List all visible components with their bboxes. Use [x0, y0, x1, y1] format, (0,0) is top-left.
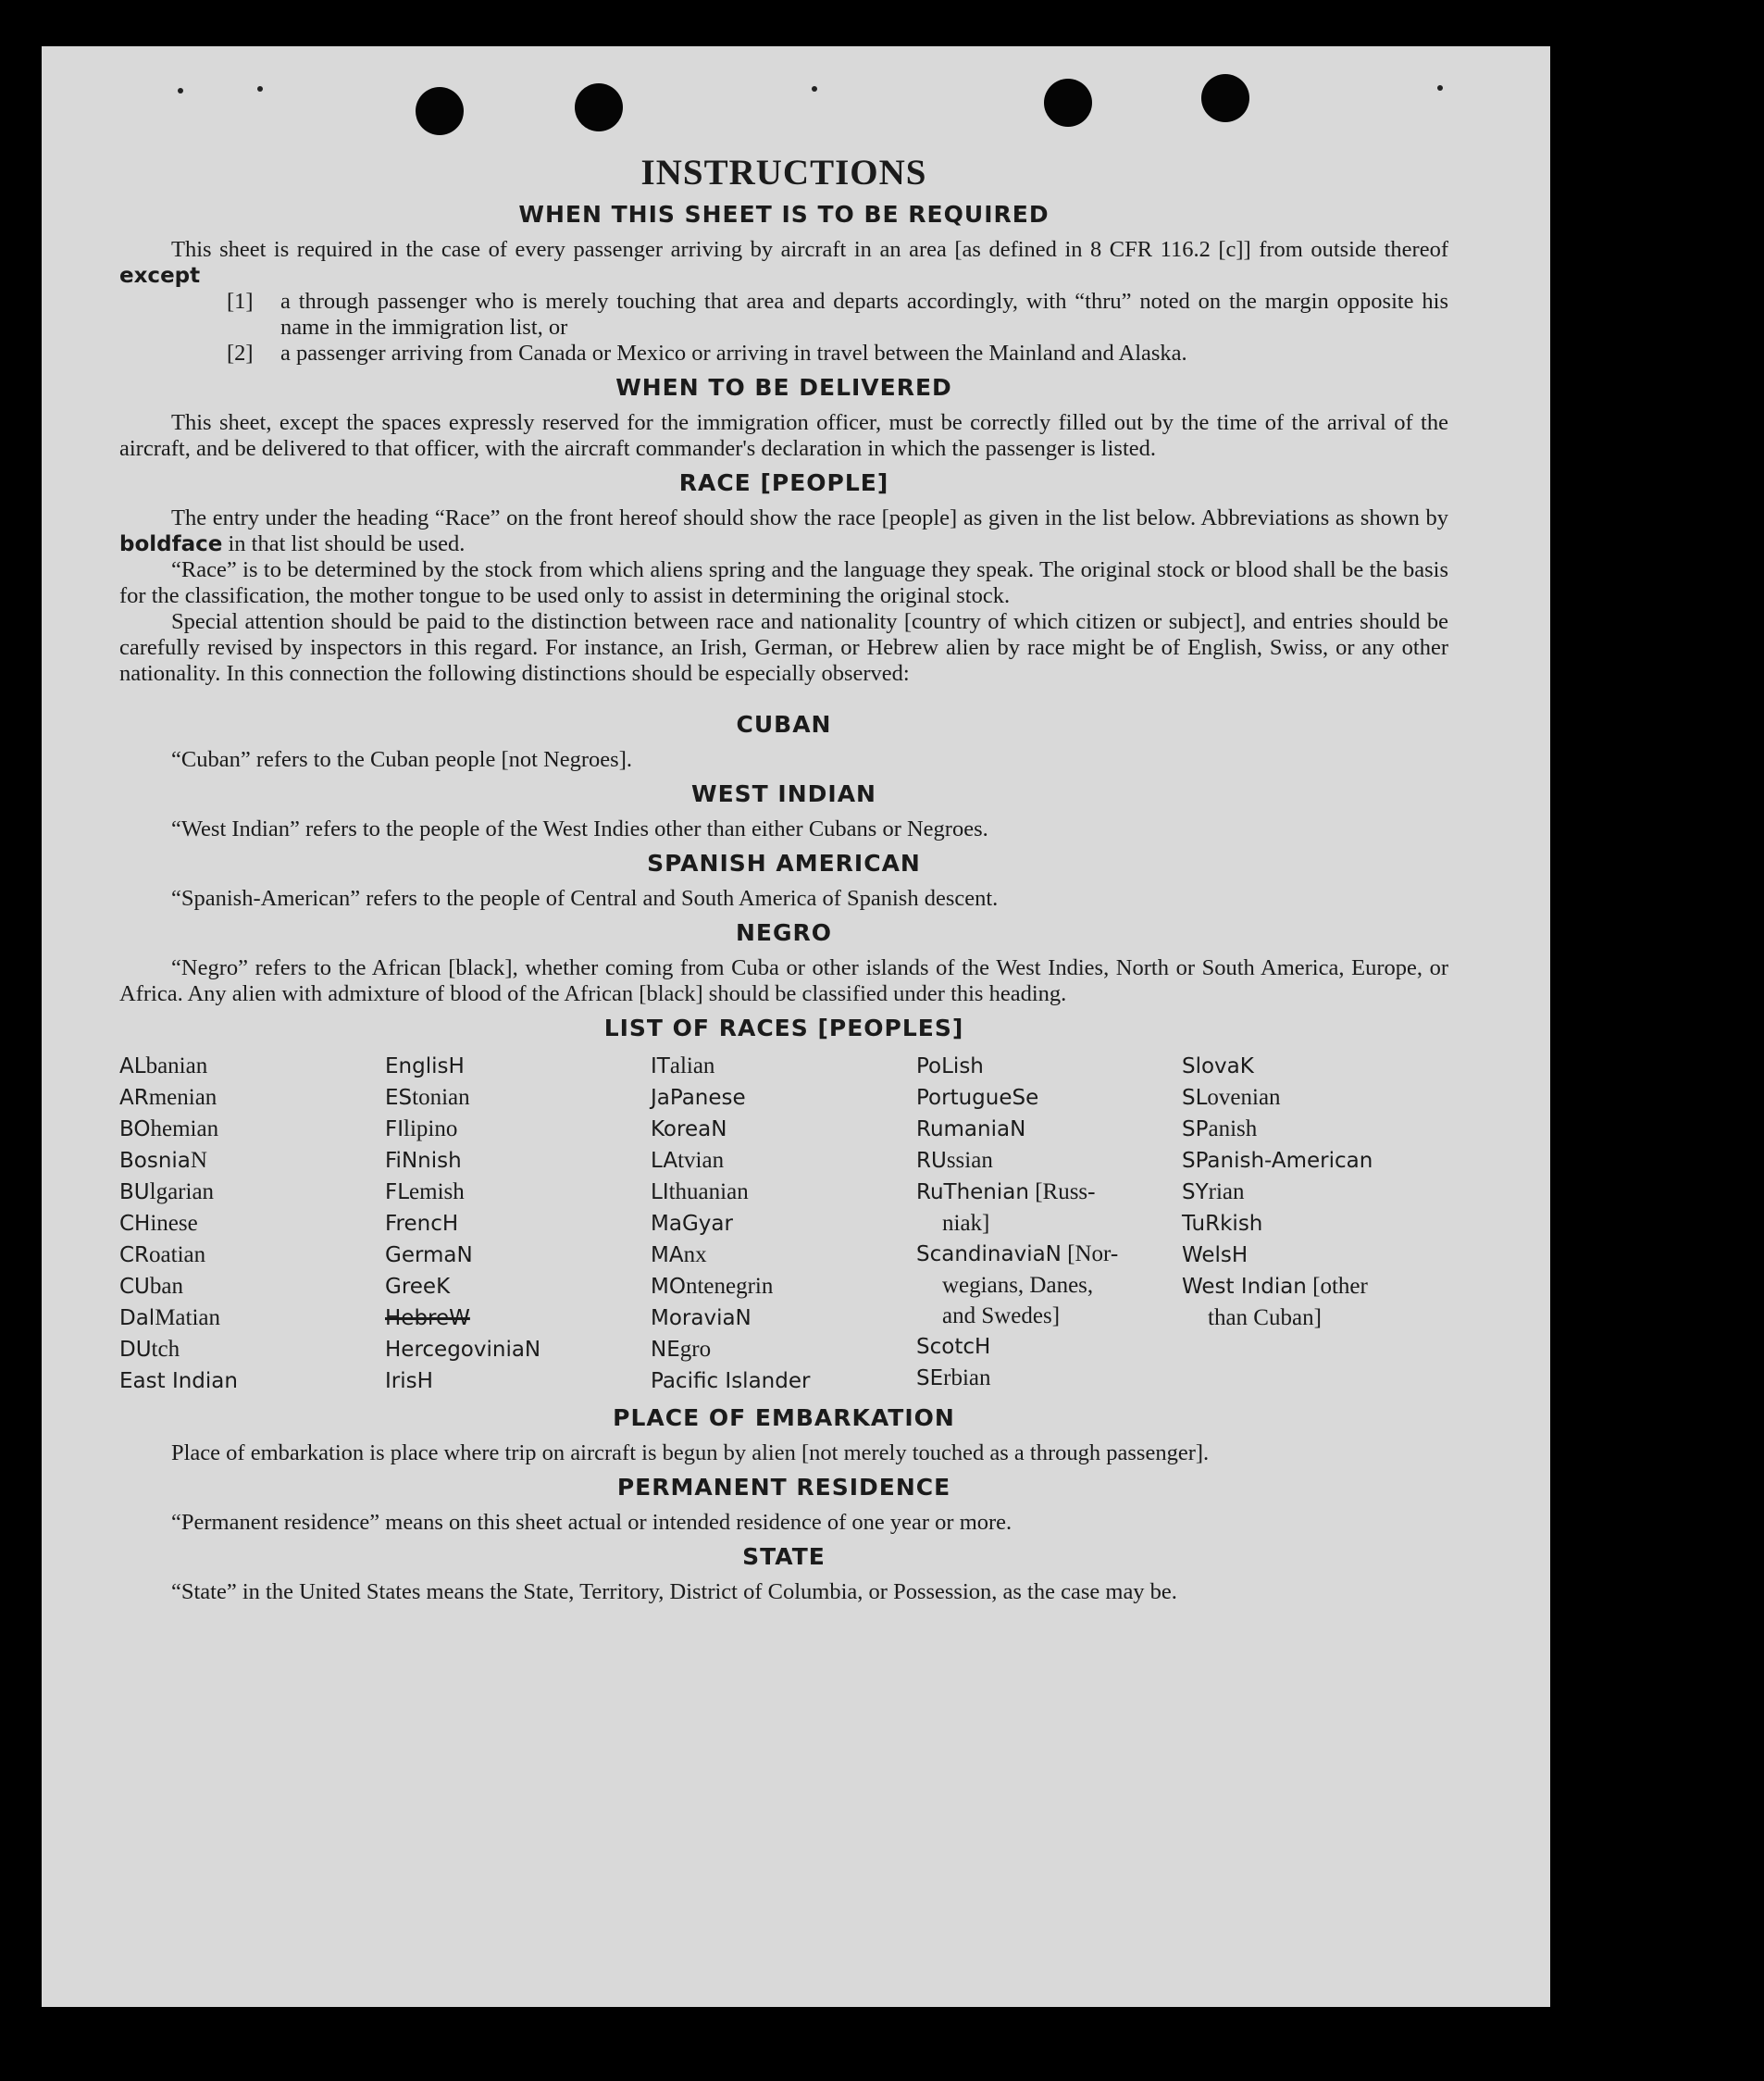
race-abbrev: LA [651, 1149, 678, 1173]
race-abbrev: CR [119, 1243, 150, 1267]
race-entry [385, 1302, 651, 1334]
state-text: “State” in the United States means the State, Territory, District of Columbia, or Possession, as the case may be. [171, 1579, 1177, 1604]
race-entry [916, 1051, 1182, 1082]
race-abbrev: Pacific Islander [651, 1369, 811, 1393]
when-delivered-text: This sheet, except the spaces expressly reserved for the immigration officer, must be correctly filled out by the time of the arrival of the aircraft, and be delivered to that officer, with the aircraft commander's declaration in which the passenger is listed. [119, 410, 1448, 461]
heading-when-delivered: WHEN TO BE DELIVERED [615, 374, 952, 401]
page-title: INSTRUCTIONS [640, 153, 927, 193]
race-entry [385, 1208, 651, 1240]
race-entry [916, 1114, 1182, 1145]
race-abbrev: JaPanese [651, 1086, 746, 1110]
race-abbrev: TuRkish [1182, 1212, 1263, 1236]
race-abbrev: East Indian [119, 1369, 238, 1393]
race-abbrev: AL [119, 1054, 146, 1078]
race-abbrev: WelsH [1182, 1243, 1248, 1267]
race-rest: inese [150, 1211, 198, 1236]
heading-spanish-american: SPANISH AMERICAN [647, 850, 921, 877]
races-column [916, 1051, 1182, 1397]
race-entry [1182, 1302, 1447, 1333]
race-rest: banian [145, 1053, 208, 1078]
race-entry [651, 1177, 916, 1208]
race-abbrev: KoreaN [651, 1117, 727, 1141]
race-abbrev: BU [119, 1180, 150, 1204]
heading-cuban: CUBAN [736, 711, 832, 738]
race-entry [385, 1240, 651, 1271]
race-abbrev: MA [651, 1243, 684, 1267]
race-abbrev: HercegoviniaN [385, 1338, 541, 1362]
race-entry [119, 1145, 385, 1177]
heading-negro: NEGRO [735, 919, 833, 946]
embarkation-text: Place of embarkation is place where trip on aircraft is begun by alien [not merely touched as a through passenger]. [171, 1440, 1210, 1465]
race-entry [916, 1301, 1182, 1331]
race-rest: than Cuban] [1208, 1305, 1322, 1330]
race-rest: anish [1208, 1116, 1258, 1141]
race-abbrev: ES [385, 1086, 413, 1110]
document-sheet [42, 46, 1550, 2007]
heading-west-indian: WEST INDIAN [691, 780, 876, 807]
race-abbrev: GreeK [385, 1275, 451, 1299]
race-rest: tonian [412, 1085, 470, 1110]
race-entry [916, 1208, 1182, 1239]
race-entry [1182, 1145, 1447, 1177]
race-entry [916, 1177, 1182, 1208]
spanish-american-text: “Spanish-American” refers to the people of Central and South America of Spanish descent. [171, 886, 999, 911]
punch-hole [1044, 79, 1092, 127]
race-rest: oatian [149, 1242, 206, 1267]
race-abbrev: MoraviaN [651, 1306, 752, 1330]
race-abbrev: FI [385, 1117, 404, 1141]
race-rest: thuanian [668, 1179, 749, 1204]
race-entry [651, 1208, 916, 1240]
race-rest: [other [1306, 1274, 1368, 1299]
race-entry [916, 1270, 1182, 1301]
race-entry [119, 1208, 385, 1240]
speck [812, 86, 817, 92]
race-entry [651, 1302, 916, 1334]
race-entry [119, 1240, 385, 1271]
race-rest: Matian [155, 1305, 221, 1330]
race-abbrev: AR [119, 1086, 149, 1110]
race-abbrev: BO [119, 1117, 151, 1141]
race-abbrev: SlovaK [1182, 1054, 1254, 1078]
race-entry [385, 1145, 651, 1177]
race-rest: rian [1208, 1179, 1245, 1204]
race-entry [651, 1240, 916, 1271]
punch-hole [416, 87, 464, 135]
race-abbrev: ScandinaviaN [916, 1242, 1062, 1266]
residence-text: “Permanent residence” means on this sheet actual or intended residence of one year or more. [171, 1510, 1012, 1535]
race-abbrev: HebreW [385, 1306, 470, 1330]
race-entry [385, 1082, 651, 1114]
race-abbrev: LI [651, 1180, 669, 1204]
race-abbrev: NE [651, 1338, 680, 1362]
speck [178, 88, 183, 93]
race-entry [916, 1082, 1182, 1114]
race-rest: ban [149, 1274, 184, 1299]
race-abbrev: MaGyar [651, 1212, 733, 1236]
race-entry [385, 1114, 651, 1145]
race-abbrev: Dal [119, 1306, 155, 1330]
punch-hole [575, 83, 623, 131]
race-entry [1182, 1177, 1447, 1208]
race-entry [119, 1334, 385, 1365]
race-rest: tch [151, 1337, 180, 1362]
race-abbrev: DU [119, 1338, 152, 1362]
race-entry [916, 1331, 1182, 1363]
instructions-content [119, 152, 1448, 1605]
race-abbrev: RuThenian [916, 1180, 1029, 1204]
race-abbrev: PoLish [916, 1054, 984, 1078]
race-entry [119, 1302, 385, 1334]
race-rest: menian [148, 1085, 217, 1110]
west-indian-text: “West Indian” refers to the people of the West Indies other than either Cubans or Negroes. [171, 816, 988, 841]
race-abbrev: IrisH [385, 1369, 433, 1393]
race-entry [1182, 1240, 1447, 1271]
race-rest: emish [409, 1179, 465, 1204]
race-entry [385, 1365, 651, 1397]
race-entry [651, 1051, 916, 1082]
race-entry [651, 1334, 916, 1365]
race-abbrev: FiNnish [385, 1149, 462, 1173]
heading-list-of-races: LIST OF RACES [PEOPLES] [603, 1015, 964, 1041]
heading-residence: PERMANENT RESIDENCE [616, 1474, 951, 1501]
race-rest: gro [679, 1337, 712, 1362]
race-abbrev: Bosnia [119, 1149, 191, 1173]
race-rest: alian [669, 1053, 715, 1078]
race-abbrev: SP [1182, 1117, 1209, 1141]
when-required-intro: This sheet is required in the case of every passenger arriving by aircraft in an area [as defined in 8 CFR 116.2 [c]] from outside thereof except [119, 237, 1448, 288]
exception-item: [1] a through passenger who is merely touching that area and departs accordingly, with “thru” noted on the margin opposite his name in the immigration list, or [227, 289, 1448, 340]
race-entry [385, 1177, 651, 1208]
race-rest: tvian [677, 1148, 725, 1173]
race-entry [1182, 1114, 1447, 1145]
race-rest: nx [683, 1242, 707, 1267]
races-list [119, 1051, 1448, 1397]
race-rest: wegians, Danes, [942, 1273, 1094, 1298]
race-entry [1182, 1051, 1447, 1082]
exception-item: [2] a passenger arriving from Canada or Mexico or arriving in travel between the Mainland and Alaska. [227, 341, 1187, 366]
race-rest: hemian [150, 1116, 219, 1141]
race-rest: [Nor- [1061, 1241, 1119, 1266]
race-abbrev: RU [916, 1149, 947, 1173]
race-paragraph: Special attention should be paid to the distinction between race and nationality [country of which citizen or subject], and entries should be carefully revised by inspectors in this regard. For instance, an Irish, German, or Hebrew alien by race might be of English, Swiss, or any other nationality. In this connection the following distinctions should be especially observed: [119, 609, 1448, 686]
race-rest: and Swedes] [942, 1303, 1061, 1328]
race-entry [119, 1114, 385, 1145]
race-abbrev: CH [119, 1212, 151, 1236]
race-abbrev: PortugueSe [916, 1086, 1039, 1110]
heading-embarkation: PLACE OF EMBARKATION [613, 1404, 955, 1431]
heading-race: RACE [PEOPLE] [678, 469, 889, 496]
race-abbrev: SPanish-American [1182, 1149, 1373, 1173]
race-paragraph: “Race” is to be determined by the stock from which aliens spring and the language they speak. The original stock or blood shall be the basis for the classification, the mother tongue to be used only to assist in determining the original stock. [119, 557, 1448, 608]
race-rest: lgarian [149, 1179, 215, 1204]
race-entry [1182, 1082, 1447, 1114]
race-entry [385, 1051, 651, 1082]
race-rest: N [190, 1148, 207, 1173]
race-entry [651, 1114, 916, 1145]
punch-hole [1201, 74, 1249, 122]
race-rest: [Russ- [1028, 1179, 1096, 1204]
races-column [1182, 1051, 1447, 1397]
race-entry [119, 1365, 385, 1397]
heading-when-required: WHEN THIS SHEET IS TO BE REQUIRED [518, 201, 1050, 228]
race-abbrev: GermaN [385, 1243, 473, 1267]
race-entry [119, 1082, 385, 1114]
race-entry [119, 1271, 385, 1302]
race-abbrev: West Indian [1182, 1275, 1307, 1299]
race-abbrev: FrencH [385, 1212, 459, 1236]
races-column [385, 1051, 651, 1397]
race-rest: lipino [404, 1116, 458, 1141]
race-rest: ssian [946, 1148, 993, 1173]
speck [257, 86, 263, 92]
race-entry [119, 1051, 385, 1082]
race-entry [916, 1363, 1182, 1394]
race-entry [651, 1145, 916, 1177]
races-column [119, 1051, 385, 1397]
race-entry [651, 1271, 916, 1302]
race-abbrev: CU [119, 1275, 150, 1299]
race-entry [385, 1271, 651, 1302]
race-abbrev: IT [651, 1054, 670, 1078]
race-abbrev: RumaniaN [916, 1117, 1026, 1141]
heading-state: STATE [742, 1543, 826, 1570]
race-entry [119, 1177, 385, 1208]
race-abbrev: ScotcH [916, 1335, 991, 1359]
race-entry [916, 1239, 1182, 1270]
race-abbrev: FL [385, 1180, 410, 1204]
races-column [651, 1051, 916, 1397]
race-rest: niak] [942, 1211, 990, 1236]
race-abbrev: SE [916, 1366, 944, 1390]
race-entry [1182, 1208, 1447, 1240]
race-entry [651, 1365, 916, 1397]
race-abbrev: MO [651, 1275, 686, 1299]
race-rest: ntenegrin [685, 1274, 774, 1299]
speck [1437, 85, 1443, 91]
race-abbrev: EnglisH [385, 1054, 465, 1078]
race-entry [916, 1145, 1182, 1177]
negro-text: “Negro” refers to the African [black], whether coming from Cuba or other islands of the West Indies, North or South America, Europe, or Africa. Any alien with admixture of blood of the African [black] should be classified under this heading. [119, 955, 1448, 1006]
race-abbrev: SY [1182, 1180, 1209, 1204]
race-rest: rbian [943, 1365, 991, 1390]
race-paragraph: The entry under the heading “Race” on the front hereof should show the race [people] as given in the list below. Abbreviations as shown by boldface in that list should be used. [119, 505, 1448, 556]
race-entry [1182, 1271, 1447, 1302]
race-entry [385, 1334, 651, 1365]
cuban-text: “Cuban” refers to the Cuban people [not Negroes]. [171, 747, 632, 772]
race-abbrev: SL [1182, 1086, 1208, 1110]
race-rest: ovenian [1207, 1085, 1281, 1110]
race-entry [651, 1082, 916, 1114]
